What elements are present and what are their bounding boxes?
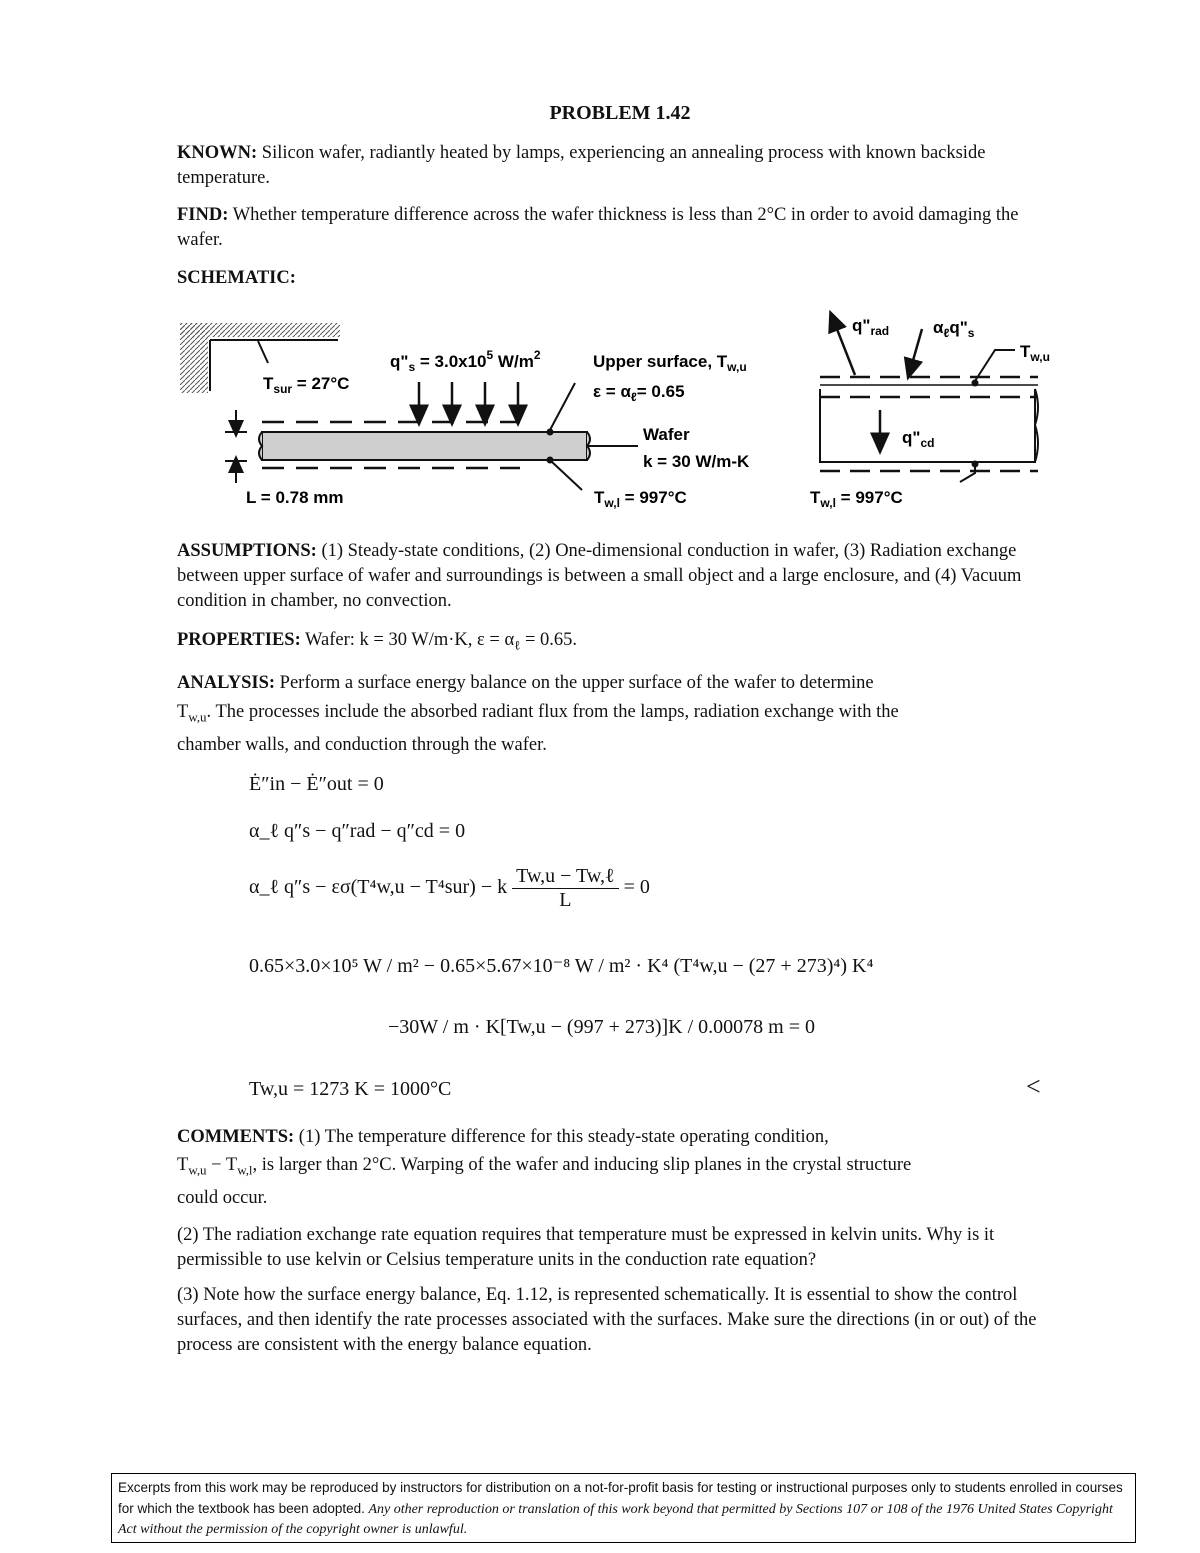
comments-section	[177, 1125, 1067, 1150]
analysis-text1: Perform a surface energy balance on the upper surface of the wafer to determine	[279, 673, 874, 693]
comments-label: COMMENTS:	[177, 1127, 295, 1147]
incident-flux-label: $q"_s = 3.0x10^5$ $W/m^2$	[390, 348, 541, 374]
comments-c3: (3) Note how the surface energy balance, Eq. 1.12, is represented schematically. It is essential to show the control surfaces, and then identify the rate processes associated with the surfaces. Make sure the directions (in or out) of the process are consistent with the energy balance equation.	[177, 1285, 1037, 1355]
properties-text2: = 0.65.	[520, 630, 578, 650]
properties-label: PROPERTIES:	[177, 630, 301, 650]
upper-surface-dot	[547, 429, 554, 436]
equation-2: α_ℓ q″s − q″rad − q″cd = 0	[249, 820, 466, 842]
copyright-footer	[111, 1473, 1136, 1543]
analysis-line3: chamber walls, and conduction through the wafer.	[177, 735, 547, 755]
find-section	[177, 203, 1067, 253]
equation-3-left: α_ℓ q″s − εσ(T⁴w,u − T⁴sur) − k	[249, 876, 508, 899]
absorbed-flux-label: $\alpha_\ell q"_s$	[933, 318, 975, 340]
known-text: Silicon wafer, radiantly heated by lamps, experiencing an annealing process with known backside temperature.	[177, 143, 986, 188]
analysis-section	[177, 671, 1067, 696]
assumptions-text: (1) Steady-state conditions, (2) One-dimensional conduction in wafer, (3) Radiation exchange between upper surface of wafer and surroundings is between a small object and a large enclosure, and (4) Vacuum condition in chamber, no convection.	[177, 541, 1022, 611]
equation-3-numerator: Tw,u − Tw,ℓ	[512, 865, 618, 889]
t-wu-dot	[972, 380, 979, 387]
t-wl2-dot	[972, 461, 979, 468]
footer-text1: Excerpts from this work may be reproduced by instructors for distribution on a not-for-profit basis for testing or instructional purposes only to students enrolled in courses for which the textbook has been adopted.	[118, 1480, 1123, 1516]
conductivity-label: k = 30 W/m-K	[643, 452, 750, 471]
emissivity-label: $\varepsilon = \alpha_\ell= 0.65$	[593, 382, 685, 404]
comments-c2: (2) The radiation exchange rate equation requires that temperature must be expressed in kelvin units. Why is it permissible to use kelvin or Celsius temperature units in the conduction rate equation?	[177, 1225, 995, 1270]
schematic-diagram	[170, 305, 1070, 520]
footer-text2: Any other reproduction or translation of this work beyond that permitted by Sections 107 or 108 of the 1976 United States Copyright Act without the permission of the copyright owner is unlawful.	[118, 1502, 1113, 1537]
known-label: KNOWN:	[177, 143, 258, 163]
t-sur-leader	[258, 341, 268, 363]
properties-text: Wafer: k = 30 W/m·K, ε = α	[305, 630, 515, 650]
wafer-slab	[259, 432, 590, 460]
result-equation: Tw,u = 1273 K = 1000°C	[249, 1078, 452, 1100]
comments-c1c: could occur.	[177, 1188, 268, 1208]
properties-section	[177, 628, 1067, 658]
find-label: FIND:	[177, 205, 229, 225]
comments-c1-line2: $T_{w,u} - T_{w,l}$, is larger than 2°C. Warping of the wafer and inducing slip planes in the crystal structure	[177, 1155, 912, 1178]
result-marker: <	[1026, 1072, 1041, 1101]
thickness-label: L = 0.78 mm	[246, 488, 344, 507]
q-rad-label: $q"_{rad}$	[852, 316, 890, 338]
analysis-text2: . The processes include the absorbed radiant flux from the lamps, radiation exchange with the	[206, 702, 899, 722]
t-wu-label: $T_{w,u}$	[1020, 342, 1050, 364]
analysis-label: ANALYSIS:	[177, 673, 276, 693]
equation-1: Ė″in − Ė″out = 0	[249, 773, 384, 795]
page-title: PROBLEM 1.42	[549, 102, 691, 124]
schematic-label: SCHEMATIC:	[177, 268, 296, 288]
upper-surface-label: Upper surface, $T_{w,u}$	[593, 352, 747, 374]
lower-surface-leader	[552, 462, 582, 490]
equation-4: 0.65×3.0×10⁵ W / m² − 0.65×5.67×10⁻⁸ W / m² · K⁴ (T⁴w,u − (27 + 273)⁴) K⁴	[249, 955, 874, 977]
t-sur-label: $T_{sur} = 27^\circ C$	[263, 374, 350, 396]
assumptions-label: ASSUMPTIONS:	[177, 541, 317, 561]
equation-3-denominator: L	[559, 889, 572, 911]
t-wl-label: $T_{w,l} = 997^\circ C$	[594, 488, 687, 510]
analysis-tvar: T	[177, 702, 189, 722]
detail-panel	[820, 377, 1038, 471]
equation-3-right: = 0	[623, 876, 650, 899]
analysis-tsub: w,u	[188, 709, 207, 725]
equation-3-fraction	[512, 865, 618, 912]
find-text: Whether temperature difference across the wafer thickness is less than 2°C in order to avoid damaging the wafer.	[177, 205, 1019, 250]
q-cd-label: $q"_{cd}$	[902, 428, 935, 450]
lower-surface-dot	[547, 457, 554, 464]
comments-c1b: , is larger than 2°C. Warping of the wafer and inducing slip planes in the crystal structure	[252, 1155, 912, 1175]
assumptions-section	[177, 539, 1067, 614]
equation-3	[249, 865, 650, 912]
analysis-line2	[177, 700, 1067, 730]
known-section	[177, 141, 1067, 191]
t-wl2-label: $T_{w,l} = 997^\circ C$	[810, 488, 903, 510]
upper-surface-leader	[550, 383, 575, 430]
incident-flux-arrows	[419, 382, 518, 417]
properties-sub: ℓ	[514, 637, 521, 653]
t-wl2-leader	[960, 465, 975, 482]
comments-c1a: (1) The temperature difference for this steady-state operating condition,	[298, 1127, 829, 1147]
absorbed-flux-arrow	[910, 329, 922, 371]
wafer-label: Wafer	[643, 425, 690, 444]
equation-5: −30W / m · K[Tw,u − (997 + 273)]K / 0.00078 m = 0	[388, 1016, 816, 1038]
